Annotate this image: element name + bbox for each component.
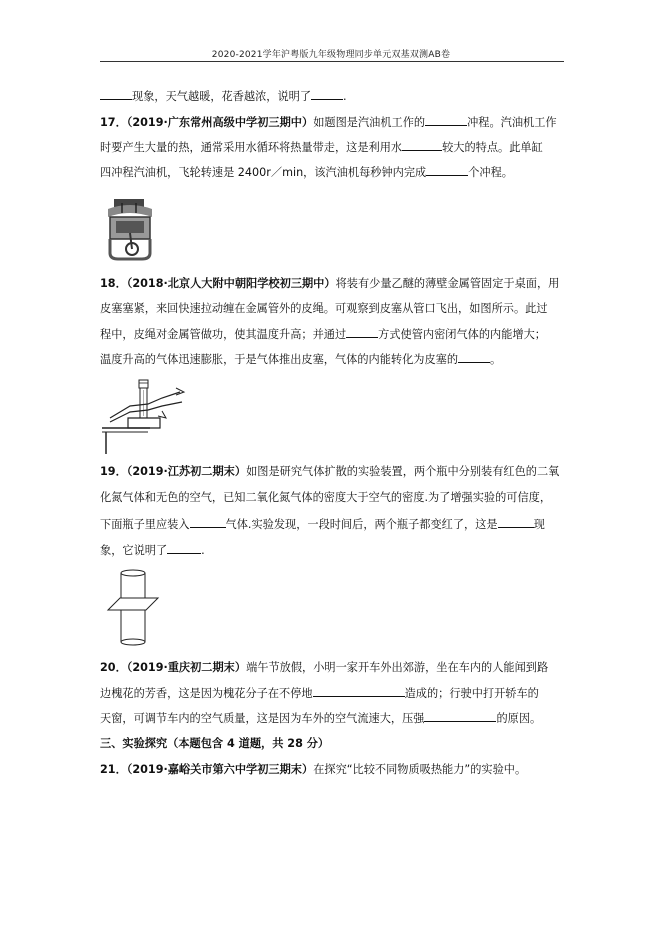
q19-number: 19． xyxy=(100,465,127,478)
q19-text-4a: 象，它说明了 xyxy=(100,544,168,557)
q19-line-2 xyxy=(100,490,564,506)
rubber-stopper xyxy=(139,380,148,388)
q21-source: （2019·嘉峪关市第六中学初三期末） xyxy=(126,763,314,776)
q16-blank-1 xyxy=(100,88,132,100)
q19-text-3c: 现 xyxy=(533,518,545,531)
q17-text-1b: 冲程。汽油机工作 xyxy=(467,116,557,129)
q20-text-3b: 的原因。 xyxy=(496,712,542,725)
q17-text-3a: 四冲程汽油机，飞轮转速是 2400r／min，该汽油机每秒钟内完成 xyxy=(100,166,427,179)
q16-end: . xyxy=(343,90,347,103)
q17-number: 17． xyxy=(100,116,127,129)
bottom-bottle-base xyxy=(121,639,145,645)
glass-plate xyxy=(108,598,158,610)
q16-blank-2 xyxy=(311,88,343,100)
q17-text-2a: 时要产生大量的热，通常采用水循环将热量带走，这是利用水 xyxy=(100,141,403,154)
q17-text-1a: 如题图是汽油机工作的 xyxy=(313,116,426,129)
crankcase xyxy=(110,239,150,259)
piston xyxy=(116,221,144,233)
q18-line-1 xyxy=(100,276,564,292)
q18-blank-2 xyxy=(458,351,490,363)
q18-line-3 xyxy=(100,326,564,343)
q20-blank-1 xyxy=(313,685,405,697)
q20-number: 20． xyxy=(100,661,127,674)
q16-text: 现象，天气越暖，花香越浓，说明了 xyxy=(132,90,312,103)
q17-line-3 xyxy=(100,164,564,181)
q18-number: 18． xyxy=(100,277,127,290)
q18-text-4a: 温度升高的气体迅速膨胀，于是气体推出皮塞，气体的内能转化为皮塞的 xyxy=(100,353,459,366)
q19-line-1 xyxy=(100,464,564,480)
q19-text-4b: . xyxy=(201,544,205,557)
q21-number: 21． xyxy=(100,763,127,776)
q21-text-1: 在探究“比较不同物质吸热能力”的实验中。 xyxy=(313,763,527,776)
q20-text-2a: 边槐花的芳香，这是因为槐花分子在不停地 xyxy=(100,687,313,700)
q19-line-4 xyxy=(100,542,564,559)
q20-line-2 xyxy=(100,685,564,702)
q18-source: （2018·北京人大附中朝阳学校初三期中） xyxy=(126,277,336,290)
q19-source: （2019·江苏初二期末） xyxy=(126,465,247,478)
q17-source: （2019·广东常州高级中学初三期中） xyxy=(126,116,314,129)
top-bottle-base xyxy=(121,570,145,576)
header-rule xyxy=(100,61,564,62)
q20-text-2b: 造成的；行驶中打开轿车的 xyxy=(404,687,539,700)
arrow-down xyxy=(158,411,166,418)
q19-text-2: 化氮气体和无色的空气，已知二氧化氮气体的密度大于空气的密度.为了增强实验的可信度， xyxy=(100,491,552,504)
q16-tail-line xyxy=(100,88,564,105)
q19-blank-2 xyxy=(498,516,534,528)
q17-line-2 xyxy=(100,139,564,156)
gas-bottles-figure xyxy=(104,566,162,650)
q18-blank-1 xyxy=(346,326,378,338)
q19-text-3b: 气体.实验发现，一段时间后，两个瓶子都变红了，这是 xyxy=(225,518,498,531)
q17-line-1 xyxy=(100,114,564,131)
q20-line-3 xyxy=(100,710,564,727)
q19-line-3 xyxy=(100,516,564,533)
q18-text-1: 将装有少量乙醚的薄壁金属管固定于桌面，用 xyxy=(335,277,560,290)
engine-cylinder-figure xyxy=(102,195,158,261)
q18-line-2 xyxy=(100,301,564,317)
q17-blank-2 xyxy=(402,139,442,151)
q20-text-3a: 天窗，可调节车内的空气质量，这是因为车外的空气流速大，压强 xyxy=(100,712,425,725)
q18-text-3a: 程中，皮绳对金属管做功，使其温度升高；并通过 xyxy=(100,328,347,341)
q19-blank-3 xyxy=(167,542,201,554)
arrow-right-1 xyxy=(176,388,184,395)
q18-text-2: 皮塞塞紧，来回快速拉动缠在金属管外的皮绳。可观察到皮塞从管口飞出，如图所示。此过 xyxy=(100,302,548,315)
section-title: 三、实验探究（本题包含 4 道题，共 28 分） xyxy=(100,737,330,750)
q18-text-4b: 。 xyxy=(490,353,502,366)
question-21 xyxy=(100,762,564,778)
q20-line-1 xyxy=(100,660,564,676)
q20-source: （2019·重庆初二期末） xyxy=(126,661,247,674)
q18-text-3b: 方式使管内密闭气体的内能增大； xyxy=(378,328,546,341)
q19-text-1: 如图是研究气体扩散的实验装置，两个瓶中分别装有红色的二氧 xyxy=(246,465,560,478)
q20-blank-2 xyxy=(424,710,496,722)
q19-text-3a: 下面瓶子里应装入 xyxy=(100,518,190,531)
header-title: 2020-2021学年沪粤版九年级物理同步单元双基双测AB卷 xyxy=(211,50,451,60)
metal-tube-figure xyxy=(100,378,196,456)
q20-text-1: 端午节放假，小明一家开车外出郊游，坐在车内的人能闻到路 xyxy=(246,661,549,674)
clamp xyxy=(128,418,160,428)
q17-text-2b: 较大的特点。此单缸 xyxy=(442,141,543,154)
q19-blank-1 xyxy=(190,516,226,528)
q17-text-3b: 个冲程。 xyxy=(468,166,513,179)
q17-blank-1 xyxy=(425,114,467,126)
q17-blank-3 xyxy=(426,164,468,176)
q18-line-4 xyxy=(100,351,564,368)
